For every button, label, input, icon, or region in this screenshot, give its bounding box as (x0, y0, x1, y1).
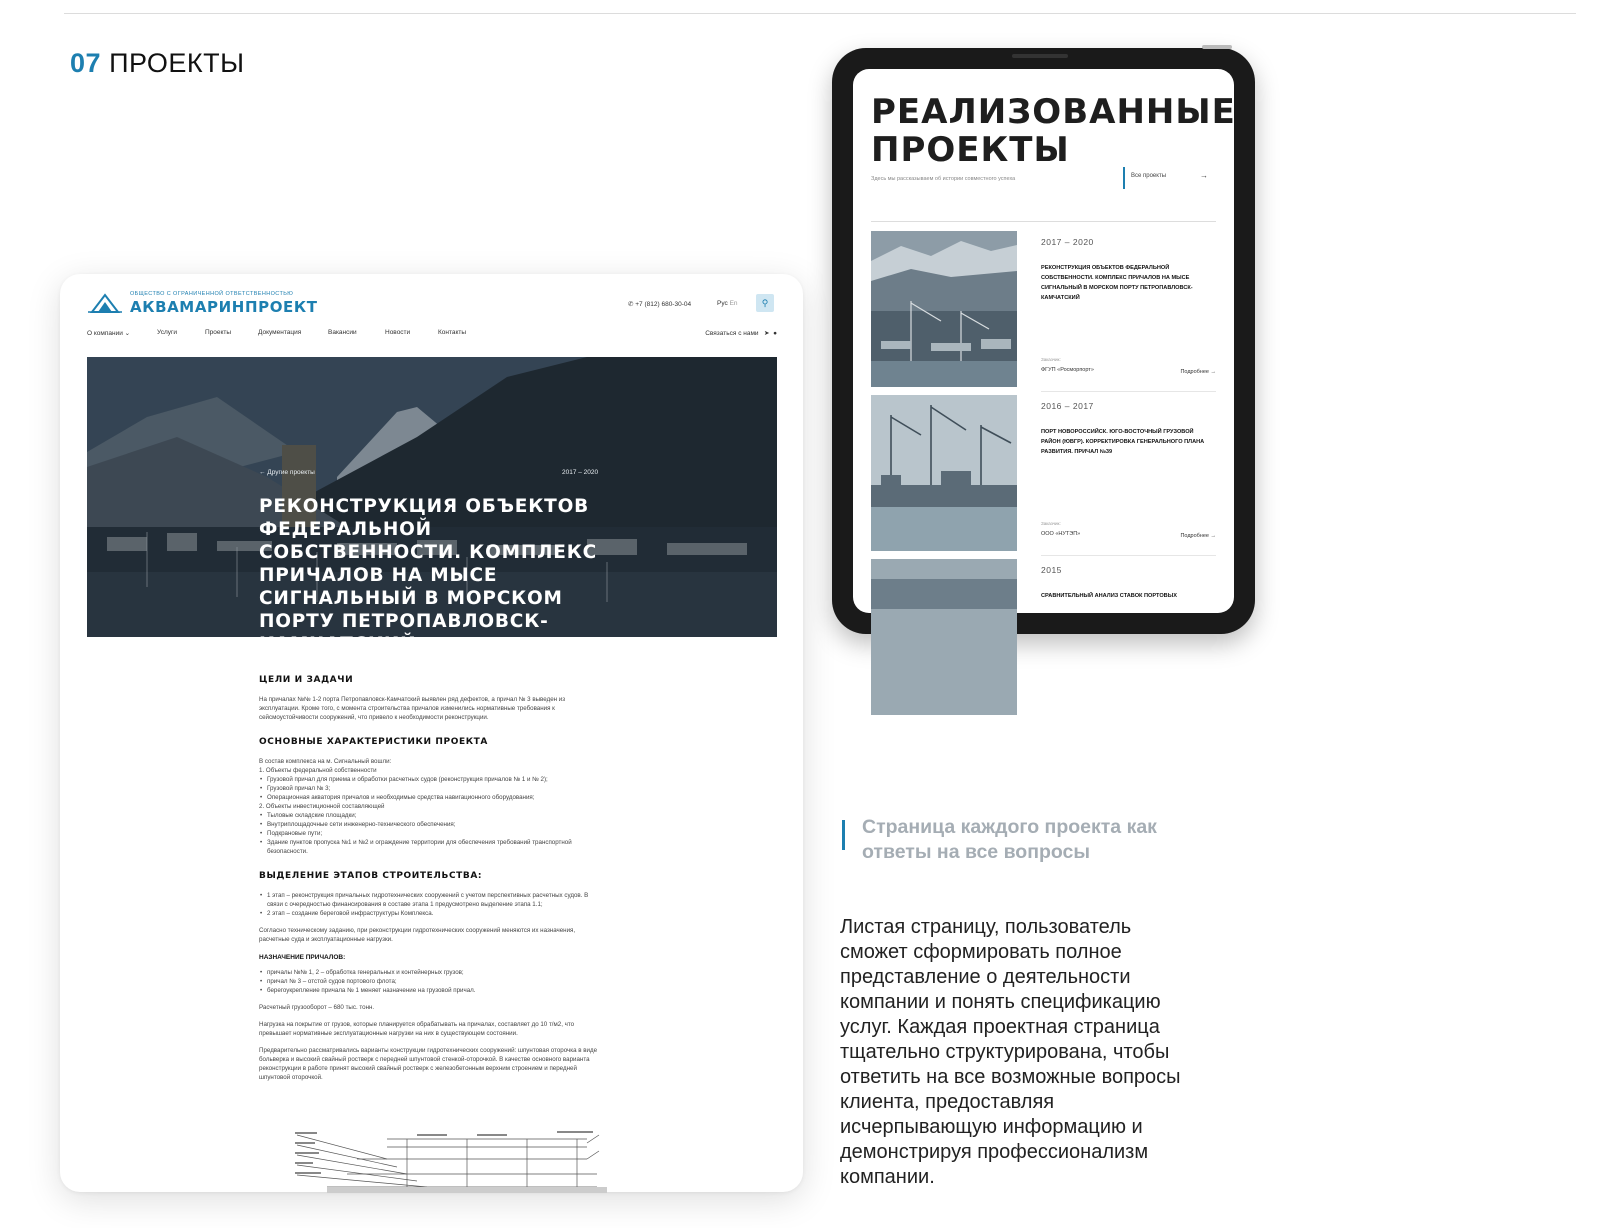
search-icon: ⚲ (761, 298, 769, 308)
project-image (871, 395, 1017, 551)
divider (871, 221, 1216, 222)
arrow-right-icon[interactable]: → (1200, 171, 1208, 180)
site-header (60, 274, 803, 334)
logo-subtitle: ОБЩЕСТВО С ОГРАНИЧЕННОЙ ОТВЕТСТВЕННОСТЬЮ (130, 291, 294, 297)
divider (1041, 391, 1216, 392)
all-projects-link[interactable]: Все проекты (1131, 173, 1167, 179)
investment-objects-list (259, 811, 599, 856)
berths-list (259, 968, 599, 995)
federal-objects-label: 1. Объекты федеральной собственности (259, 767, 377, 774)
nav-item-contacts[interactable]: Контакты (438, 329, 467, 336)
projects-title-line2: ПРОЕКТЫ (871, 130, 1070, 170)
list-item: • Здание пунктов пропуска №1 и №2 и ограждение территории для обеспечения требований транспортной безопасности. (259, 838, 599, 856)
logo-icon[interactable] (88, 292, 122, 314)
projects-title (871, 93, 1236, 169)
customer-name: ООО «НУТЭП» (1041, 531, 1081, 537)
nav-item-news[interactable]: Новости (385, 329, 411, 336)
technical-drawing (287, 1129, 607, 1193)
load-text: Нагрузка на покрытие от грузов, которые планируется обрабатывать на причалах, составляет до 10 т/м2, что превышает нормативные эксплуатационные нагрузки на них в существующем состоянии. (259, 1021, 575, 1037)
project-years: 2017 – 2020 (1041, 237, 1094, 247)
project-card[interactable] (871, 559, 1216, 717)
projects-subtitle: Здесь мы рассказываем об истории совместного успеха (871, 176, 1016, 182)
contact-us[interactable] (705, 329, 777, 337)
site-nav (87, 329, 777, 341)
construction-text: Предварительно рассматривались варианты конструкции гидротехнических сооружений: шпунтовая оторочка в виде больверка и высокий свайный ростверк с передней шпунтовой стенкой-оторочкой. В качестве основного варианта реконструкции в работе принят высокий свайный ростверк с железобетонным верхним строением и передней шпунтовой оторочкой. (259, 1047, 598, 1081)
contact-label: Связаться с нами (705, 330, 759, 337)
nav-item-services[interactable]: Услуги (157, 329, 177, 336)
nav-item-projects[interactable]: Проекты (205, 329, 232, 336)
stages-heading: ВЫДЕЛЕНИЕ ЭТАПОВ СТРОИТЕЛЬСТВА: (259, 871, 483, 881)
list-item: • 2 этап – создание береговой инфраструктуры Комплекса. (259, 909, 599, 918)
tablet-camera (1012, 54, 1068, 58)
more-link[interactable]: Подробнее → (1180, 533, 1216, 539)
project-description: РЕКОНСТРУКЦИЯ ОБЪЕКТОВ ФЕДЕРАЛЬНОЙ СОБСТВЕННОСТИ. КОМПЛЕКС ПРИЧАЛОВ НА МЫСЕ СИГНАЛЬНЫЙ В МОРСКОМ ПОРТУ ПЕТРОПАВЛОВСК-КАМЧАТСКИЙ (1041, 265, 1193, 301)
lang-ru[interactable]: Рус (717, 300, 728, 307)
customer-label: Заказчик: (1041, 357, 1061, 362)
accent-bar (1123, 167, 1125, 189)
characteristics-heading: ОСНОВНЫЕ ХАРАКТЕРИСТИКИ ПРОЕКТА (259, 737, 488, 747)
goals-heading: ЦЕЛИ И ЗАДАЧИ (259, 675, 354, 685)
back-to-projects-link[interactable]: ← Другие проекты (259, 469, 315, 476)
divider (1041, 555, 1216, 556)
list-item: • Грузовой причал для приема и обработки расчетных судов (реконструкция причалов № 1 и № 2); (259, 775, 599, 784)
hero-banner (87, 357, 777, 655)
logo-name[interactable]: АКВАМАРИНПРОЕКТ (130, 298, 318, 316)
project-description: СРАВНИТЕЛЬНЫЙ АНАЛИЗ СТАВОК ПОРТОВЫХ (1041, 593, 1177, 599)
federal-objects-list (259, 775, 599, 802)
project-years: 2016 – 2017 (1041, 401, 1094, 411)
nav-item-about[interactable] (87, 329, 130, 337)
stages-list (259, 891, 599, 918)
tablet-screen (853, 69, 1234, 613)
customer-name: ФГУП «Росморпорт» (1041, 367, 1094, 373)
hero-title: РЕКОНСТРУКЦИЯ ОБЪЕКТОВ ФЕДЕРАЛЬНОЙ СОБСТВЕННОСТИ. КОМПЛЕКС ПРИЧАЛОВ НА МЫСЕ СИГНАЛЬНЫЙ В МОРСКОМ ПОРТУ ПЕТРОПАВЛОВСК-КАМЧАТСКИЙ (259, 496, 598, 655)
chevron-down-icon: ⌄ (124, 330, 131, 337)
project-description: ПОРТ НОВОРОССИЙСК. ЮГО-ВОСТОЧНЫЙ ГРУЗОВОЙ РАЙОН (ЮВГР). КОРРЕКТИРОВКА ГЕНЕРАЛЬНОГО ПЛАНА РАЗВИТИЯ. ПРИЧАЛ №39 (1041, 429, 1205, 455)
list-item: • Внутриплощадочные сети инженерно-технического обеспечения; (259, 820, 599, 829)
investment-objects-label: 2. Объекты инвестиционной составляющей (259, 803, 385, 810)
berths-heading: НАЗНАЧЕНИЕ ПРИЧАЛОВ: (259, 954, 346, 961)
project-article (259, 676, 599, 1090)
hero-years: 2017 – 2020 (562, 469, 599, 476)
nav-item-docs[interactable]: Документация (258, 329, 302, 336)
tablet-mockup (832, 48, 1255, 634)
characteristics-intro: В состав комплекса на м. Сигнальный вошли: (259, 758, 392, 765)
phone-number: +7 (812) 680-30-04 (635, 301, 692, 308)
whatsapp-icon[interactable]: ● (773, 330, 777, 337)
list-item: • Грузовой причал № 3; (259, 784, 599, 793)
customer-label: Заказчик: (1041, 521, 1061, 526)
more-link[interactable]: Подробнее → (1180, 369, 1216, 375)
goals-text: На причалах №№ 1-2 порта Петропавловск-Камчатский выявлен ряд дефектов, а причал № 3 выведен из эксплуатации. Кроме того, с момента строительства причалов изменились нормативные требования к сейсмоустойчивости сооружений, что привело к необходимости реконструкции. (259, 696, 566, 721)
tablet-button (1202, 45, 1232, 49)
search-button[interactable] (756, 294, 774, 312)
list-item: • причал № 3 – отстой судов портового флота; (259, 977, 599, 986)
section-title: ПРОЕКТЫ (109, 48, 245, 78)
list-item: • Тыловые складские площадки; (259, 811, 599, 820)
phone-link[interactable]: ✆ +7 (812) 680-30-04 (628, 301, 692, 308)
section-description: Листая страницу, пользователь сможет сформировать полное представление о деятельности компании и понять спецификацию услуг. Каждая проектная страница тщательно структурирована, чтобы ответить на все возможные вопросы клиента, предоставляя исчерпывающую информацию и демонстрируя профессионализм компании. (840, 916, 1181, 1188)
section-heading (70, 48, 245, 79)
list-item: • 1 этап – реконструкция причальных гидротехнических сооружений с учетом перспективных расчетных судов. В связи с очередностью финансирования в составе этапа 1 предусмотрено выделение этапа 1.1; (259, 891, 599, 909)
stages-note: Согласно техническому заданию, при реконструкции гидротехнических сооружений меняются их назначения, расчетные суда и эксплуатационные нагрузки. (259, 927, 576, 943)
cargo-turnover: Расчетный грузооборот – 680 тыс. тонн. (259, 1004, 375, 1011)
desktop-mockup-card (60, 274, 803, 1192)
list-item: • Операционная акватория причалов и необходимые средства навигационного оборудования; (259, 793, 599, 802)
project-image (871, 231, 1017, 387)
telegram-icon[interactable]: ➤ (763, 330, 770, 337)
projects-title-line1: РЕАЛИЗОВАННЫЕ (871, 92, 1236, 132)
project-card[interactable] (871, 395, 1216, 553)
list-item: • берегоукрепление причала № 1 меняет назначение на грузовой причал. (259, 986, 599, 995)
list-item: • причалы №№ 1, 2 – обработка генеральных и контейнерных грузов; (259, 968, 599, 977)
quote-accent-bar (842, 820, 845, 850)
project-years: 2015 (1041, 565, 1062, 575)
project-image (871, 559, 1017, 715)
nav-item-vacancies[interactable]: Вакансии (328, 329, 357, 336)
lang-en[interactable]: En (729, 300, 738, 307)
top-divider (64, 13, 1576, 14)
list-item: • Подкрановые пути; (259, 829, 599, 838)
project-card[interactable] (871, 231, 1216, 389)
language-switch[interactable] (717, 300, 738, 307)
section-quote: Страница каждого проекта как ответы на все вопросы (862, 816, 1157, 863)
nav-label: О компании (87, 330, 123, 337)
section-number: 07 (70, 48, 102, 78)
